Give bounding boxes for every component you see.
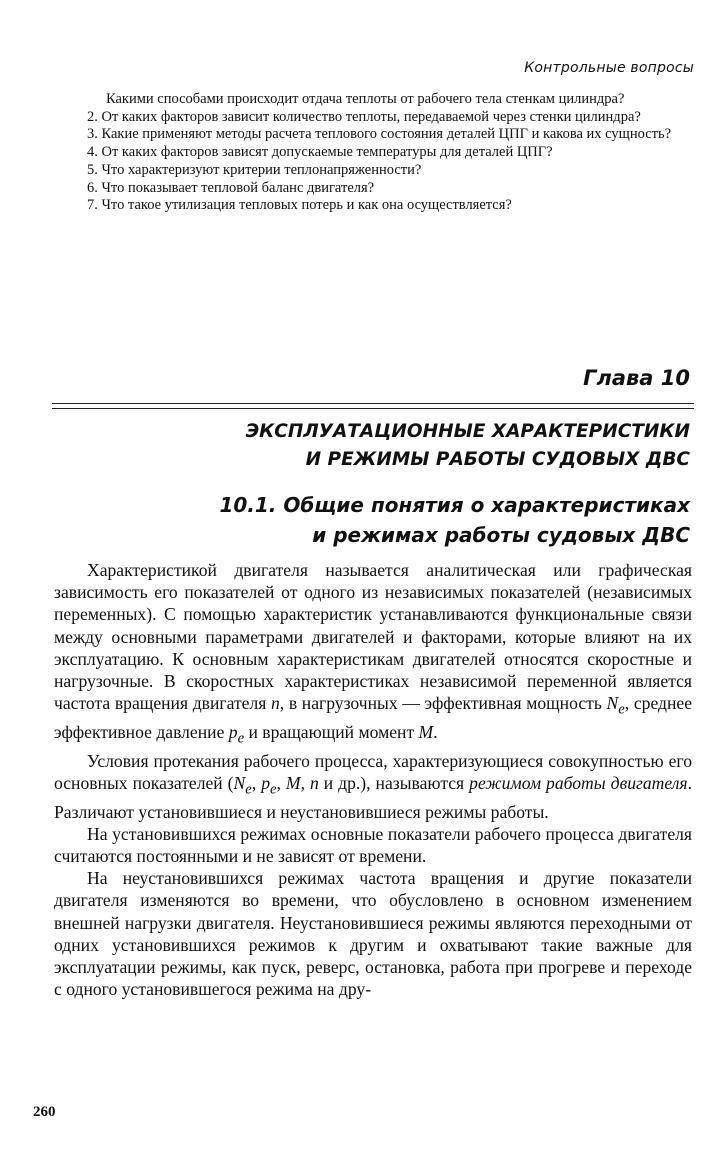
chapter-title-line: И РЕЖИМЫ РАБОТЫ СУДОВЫХ ДВС: [305, 449, 690, 470]
body-paragraph: На установившихся режимах основные показатели рабочего процесса двигателя считаются постоянными и не зависят от времени.: [54, 823, 692, 866]
math-symbol: M: [418, 721, 434, 742]
math-symbol: n: [270, 693, 280, 714]
control-questions-list: [54, 91, 692, 215]
question-item: 6. Что показывает тепловой баланс двигателя?: [87, 179, 375, 196]
text-run: ,: [276, 772, 286, 793]
chapter-divider-line: [52, 403, 694, 404]
text-run: . Различают установившиеся и неустановившиеся режимы работы.: [54, 772, 692, 822]
chapter-title: [130, 418, 690, 474]
chapter-title-line: ЭКСПЛУАТАЦИОННЫЕ ХАРАКТЕРИСТИКИ: [245, 421, 690, 442]
page-number: 260: [33, 1104, 56, 1120]
text-run: и др.), называются: [318, 772, 470, 793]
text-run: , среднее эффективное давление: [54, 693, 693, 742]
math-symbol: N: [606, 693, 619, 714]
text-run: Характеристикой двигателя называется аналитическая или графическая зависимость его показателей от одного из независимых показателей (независимых переменных). С помощью характеристик устанавливаются функциональные связи между основными параметрами двигателей и факторами, которые влияют на их эксплуатацию. К основным характеристикам двигателей относятся скоростные и нагрузочные. В скоростных характеристиках независимой переменной является частота вращения двигателя: [54, 560, 692, 714]
section-heading-line: и режимах работы судовых ДВС: [312, 523, 690, 547]
running-head: Контрольные вопросы: [524, 60, 694, 76]
math-subscript: e: [237, 730, 245, 747]
math-symbol: M: [285, 772, 301, 793]
section-heading-line: 10.1. Общие понятия о характеристиках: [219, 493, 690, 517]
math-symbol: p: [228, 721, 238, 742]
math-subscript: e: [618, 701, 625, 718]
text-run: Условия протекания рабочего процесса, характеризующиеся совокупностью его основных показателей (: [54, 750, 692, 793]
math-symbol: N: [233, 772, 246, 793]
body-text: [54, 559, 692, 1000]
body-paragraph: [54, 559, 692, 750]
math-symbol: n: [309, 772, 319, 793]
question-item: 3. Какие применяют методы расчета теплового состояния деталей ЦПГ и какова их сущность?: [87, 126, 672, 143]
body-paragraph: [54, 750, 692, 823]
math-symbol: p: [261, 772, 270, 793]
math-subscript: e: [270, 781, 277, 798]
question-item: 5. Что характеризуют критерии теплонапряженности?: [87, 161, 422, 178]
text-run: ,: [300, 772, 310, 793]
section-heading: [130, 490, 690, 550]
text-run: и вращающий момент: [244, 721, 419, 742]
chapter-divider-line: [52, 408, 694, 409]
question-item: 7. Что такое утилизация тепловых потерь и как она осуществляется?: [87, 197, 512, 214]
question-item: 4. От каких факторов зависят допускаемые температуры для деталей ЦПГ?: [87, 144, 553, 161]
text-run: , в нагрузочных — эффективная мощность: [279, 693, 607, 714]
question-item: Какими способами происходит отдача теплоты от рабочего тела стенкам цилиндра?: [106, 91, 625, 107]
defined-term: режимом работы двигателя: [469, 772, 688, 793]
math-subscript: e: [245, 781, 252, 798]
text-run: ,: [251, 772, 262, 793]
text-run: .: [433, 721, 438, 742]
body-paragraph: На неустановившихся режимах частота вращения и другие показатели двигателя изменяются во времени, что обусловлено в основном изменением внешней нагрузки двигателя. Неустановившиеся режимы являются переходными от одних установившихся режимов к другим и охватывают такие важные для эксплуатации режимы, как пуск, реверс, остановка, работа при прогреве и переходе с одного установившегося режима на дру-: [54, 868, 692, 1000]
question-item: 2. От каких факторов зависит количество теплоты, передаваемой через стенки цилиндра?: [87, 108, 641, 125]
chapter-label: Глава 10: [583, 366, 690, 390]
